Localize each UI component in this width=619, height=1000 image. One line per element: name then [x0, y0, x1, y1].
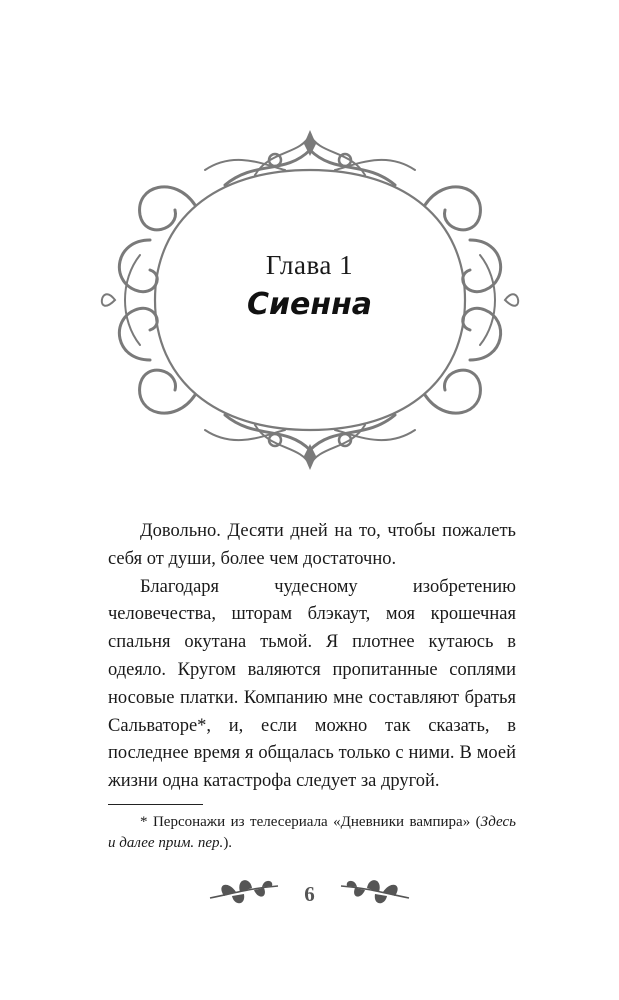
chapter-title: Сиенна: [246, 287, 373, 322]
footnote: [108, 812, 516, 854]
paragraph-1: Довольно. Десяти дней на то, чтобы пожалеть себя от души, более чем достаточно.: [108, 521, 516, 569]
footnote-closing: ).: [223, 835, 233, 851]
paragraph-2: Благодаря чудесному изобретению человечества, шторам блэкаут, моя крошечная спальня окутана тьмой. Я плотнее кутаюсь в одеяло. Кругом валяются пропитанные соплями носовые платки. Компанию мне составляют братья Сальваторе*, и, если можно так сказать, в последнее время я общалась только с ними. В моей жизни одна катастрофа следует за другой.: [108, 576, 516, 792]
leaf-ornament-right-icon: [337, 872, 413, 912]
footnote-rule: [108, 804, 203, 805]
chapter-label: Глава 1: [265, 250, 354, 280]
footnote-text: Персонажи из телесериала «Дневники вампира» (: [152, 814, 481, 830]
page-number: 6: [304, 882, 315, 906]
body-text: [108, 518, 516, 796]
footnote-note: Здесь и далее прим. пер.: [108, 814, 516, 851]
footnote-marker: *: [140, 814, 148, 830]
